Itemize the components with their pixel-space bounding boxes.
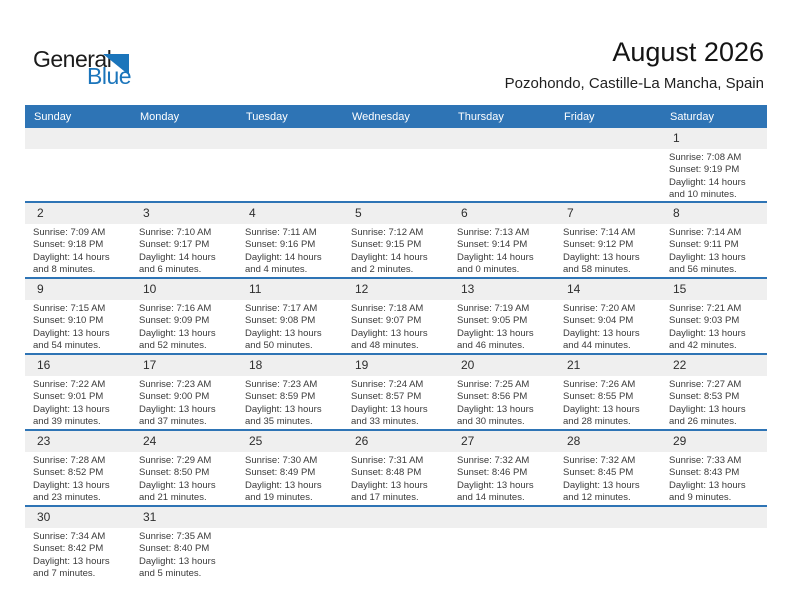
day-cell-25 bbox=[237, 431, 343, 505]
day-cell-24 bbox=[131, 431, 237, 505]
daylight-hours-text: Daylight: 13 hours bbox=[33, 403, 110, 415]
day-info bbox=[131, 149, 237, 195]
day-info bbox=[25, 300, 131, 353]
sunrise-text: Sunrise: 7:28 AM bbox=[33, 455, 106, 467]
day-number: 10 bbox=[131, 279, 237, 300]
sunset-text: Sunset: 8:45 PM bbox=[563, 467, 634, 479]
daylight-hours-text: Daylight: 13 hours bbox=[139, 555, 216, 567]
day-info bbox=[237, 528, 343, 581]
day-number: 9 bbox=[25, 279, 131, 300]
sunrise-text: Sunrise: 7:11 AM bbox=[245, 227, 317, 239]
daylight-hours-text: Daylight: 13 hours bbox=[669, 479, 746, 491]
daylight-minutes-text: and 42 minutes. bbox=[669, 340, 737, 352]
daylight-minutes-text: and 58 minutes. bbox=[563, 264, 631, 276]
sunrise-text: Sunrise: 7:08 AM bbox=[669, 152, 742, 163]
daylight-minutes-text: and 7 minutes. bbox=[33, 568, 96, 580]
day-cell-30 bbox=[25, 507, 131, 581]
daylight-minutes-text: and 17 minutes. bbox=[351, 492, 419, 504]
sunset-text: Sunset: 8:53 PM bbox=[669, 391, 740, 403]
sunrise-text: Sunrise: 7:12 AM bbox=[351, 227, 424, 239]
day-cell-10 bbox=[131, 279, 237, 353]
sunrise-text: Sunrise: 7:10 AM bbox=[139, 227, 212, 239]
daylight-hours-text: Daylight: 14 hours bbox=[457, 251, 534, 263]
daylight-hours-text: Daylight: 13 hours bbox=[457, 479, 534, 491]
day-cell-22 bbox=[661, 355, 767, 429]
week-row-6 bbox=[25, 505, 767, 581]
sunset-text: Sunset: 8:49 PM bbox=[245, 467, 316, 479]
sunrise-text: Sunrise: 7:32 AM bbox=[457, 455, 530, 467]
sunset-text: Sunset: 9:07 PM bbox=[351, 315, 422, 327]
day-cell-21 bbox=[555, 355, 661, 429]
day-info bbox=[449, 149, 555, 195]
day-info bbox=[25, 452, 131, 505]
empty-day-band bbox=[343, 507, 449, 528]
day-cell-31 bbox=[131, 507, 237, 581]
day-info bbox=[661, 376, 767, 429]
daylight-hours-text: Daylight: 13 hours bbox=[563, 251, 640, 263]
sunrise-text: Sunrise: 7:35 AM bbox=[139, 531, 212, 543]
day-info bbox=[555, 300, 661, 353]
day-info bbox=[449, 376, 555, 429]
sunset-text: Sunset: 8:46 PM bbox=[457, 467, 528, 479]
weekday-header-saturday: Saturday bbox=[670, 110, 715, 123]
day-number: 16 bbox=[25, 355, 131, 376]
daylight-minutes-text: and 14 minutes. bbox=[457, 492, 525, 504]
day-info bbox=[555, 528, 661, 581]
daylight-hours-text: Daylight: 13 hours bbox=[139, 327, 216, 339]
week-row-5 bbox=[25, 429, 767, 505]
day-cell-15 bbox=[661, 279, 767, 353]
daylight-hours-text: Daylight: 13 hours bbox=[457, 327, 534, 339]
sunset-text: Sunset: 8:59 PM bbox=[245, 391, 316, 403]
sunrise-text: Sunrise: 7:27 AM bbox=[669, 379, 742, 391]
day-info bbox=[555, 149, 661, 195]
daylight-hours-text: Daylight: 13 hours bbox=[669, 403, 746, 415]
empty-day-cell bbox=[555, 507, 661, 581]
weekday-header-wednesday: Wednesday bbox=[352, 110, 410, 123]
empty-day-band bbox=[449, 128, 555, 149]
sunset-text: Sunset: 9:11 PM bbox=[669, 239, 739, 251]
calendar-weeks bbox=[25, 128, 767, 581]
day-info bbox=[555, 452, 661, 505]
weekday-header-thursday: Thursday bbox=[458, 110, 504, 123]
daylight-hours-text: Daylight: 13 hours bbox=[669, 251, 746, 263]
daylight-hours-text: Daylight: 13 hours bbox=[563, 327, 640, 339]
daylight-hours-text: Daylight: 13 hours bbox=[457, 403, 534, 415]
day-cell-8 bbox=[661, 203, 767, 277]
sunset-text: Sunset: 9:19 PM bbox=[669, 164, 740, 176]
sunset-text: Sunset: 8:55 PM bbox=[563, 391, 634, 403]
empty-day-band bbox=[555, 128, 661, 149]
daylight-hours-text: Daylight: 14 hours bbox=[33, 251, 110, 263]
day-info bbox=[131, 528, 237, 581]
day-info bbox=[237, 149, 343, 195]
daylight-hours-text: Daylight: 14 hours bbox=[139, 251, 216, 263]
daylight-minutes-text: and 56 minutes. bbox=[669, 264, 737, 276]
day-number: 14 bbox=[555, 279, 661, 300]
day-number: 5 bbox=[343, 203, 449, 224]
daylight-minutes-text: and 28 minutes. bbox=[563, 416, 631, 428]
week-row-3 bbox=[25, 277, 767, 353]
day-number: 27 bbox=[449, 431, 555, 452]
calendar-table bbox=[25, 105, 767, 581]
day-number: 23 bbox=[25, 431, 131, 452]
day-info bbox=[555, 224, 661, 277]
sunset-text: Sunset: 9:14 PM bbox=[457, 239, 528, 251]
day-number: 4 bbox=[237, 203, 343, 224]
week-row-2 bbox=[25, 201, 767, 277]
sunrise-text: Sunrise: 7:26 AM bbox=[563, 379, 636, 391]
day-cell-11 bbox=[237, 279, 343, 353]
daylight-minutes-text: and 26 minutes. bbox=[669, 416, 737, 428]
day-info bbox=[661, 528, 767, 581]
sunset-text: Sunset: 9:03 PM bbox=[669, 315, 740, 327]
empty-day-band bbox=[343, 128, 449, 149]
empty-day-cell bbox=[343, 128, 449, 201]
day-cell-5 bbox=[343, 203, 449, 277]
day-info bbox=[343, 224, 449, 277]
daylight-minutes-text: and 48 minutes. bbox=[351, 340, 419, 352]
daylight-hours-text: Daylight: 13 hours bbox=[33, 555, 110, 567]
day-number: 8 bbox=[661, 203, 767, 224]
day-cell-4 bbox=[237, 203, 343, 277]
sunrise-text: Sunrise: 7:25 AM bbox=[457, 379, 530, 391]
logo-text-blue: Blue bbox=[87, 63, 132, 89]
empty-day-cell bbox=[555, 128, 661, 201]
day-info bbox=[343, 376, 449, 429]
day-number: 12 bbox=[343, 279, 449, 300]
sunset-text: Sunset: 9:17 PM bbox=[139, 239, 210, 251]
sunrise-text: Sunrise: 7:21 AM bbox=[669, 303, 742, 315]
daylight-minutes-text: and 23 minutes. bbox=[33, 492, 101, 504]
daylight-minutes-text: and 4 minutes. bbox=[245, 264, 308, 276]
sunset-text: Sunset: 8:43 PM bbox=[669, 467, 740, 479]
day-info bbox=[131, 224, 237, 277]
sunset-text: Sunset: 8:56 PM bbox=[457, 391, 528, 403]
daylight-minutes-text: and 6 minutes. bbox=[139, 264, 202, 276]
sunrise-text: Sunrise: 7:34 AM bbox=[33, 531, 106, 543]
sunrise-text: Sunrise: 7:22 AM bbox=[33, 379, 106, 391]
empty-day-band bbox=[237, 128, 343, 149]
day-info bbox=[237, 376, 343, 429]
daylight-minutes-text: and 5 minutes. bbox=[139, 568, 202, 580]
daylight-minutes-text: and 52 minutes. bbox=[139, 340, 207, 352]
sunrise-text: Sunrise: 7:15 AM bbox=[33, 303, 106, 315]
daylight-minutes-text: and 33 minutes. bbox=[351, 416, 419, 428]
daylight-minutes-text: and 46 minutes. bbox=[457, 340, 525, 352]
logo-text-general: General bbox=[33, 46, 112, 72]
sunset-text: Sunset: 9:00 PM bbox=[139, 391, 210, 403]
sunrise-text: Sunrise: 7:30 AM bbox=[245, 455, 318, 467]
day-number: 3 bbox=[131, 203, 237, 224]
daylight-minutes-text: and 21 minutes. bbox=[139, 492, 207, 504]
empty-day-band bbox=[131, 128, 237, 149]
day-cell-29 bbox=[661, 431, 767, 505]
daylight-hours-text: Daylight: 13 hours bbox=[33, 327, 110, 339]
daylight-minutes-text: and 54 minutes. bbox=[33, 340, 101, 352]
weekday-header-friday: Friday bbox=[564, 110, 595, 123]
daylight-minutes-text: and 35 minutes. bbox=[245, 416, 313, 428]
day-info bbox=[25, 224, 131, 277]
sunset-text: Sunset: 9:04 PM bbox=[563, 315, 634, 327]
daylight-hours-text: Daylight: 13 hours bbox=[139, 403, 216, 415]
empty-day-cell bbox=[25, 128, 131, 201]
day-info bbox=[343, 300, 449, 353]
sunset-text: Sunset: 8:48 PM bbox=[351, 467, 422, 479]
day-cell-27 bbox=[449, 431, 555, 505]
empty-day-cell bbox=[449, 507, 555, 581]
day-cell-2 bbox=[25, 203, 131, 277]
page-subtitle: Pozohondo, Castille-La Mancha, Spain bbox=[504, 75, 764, 92]
day-info bbox=[131, 300, 237, 353]
empty-day-band bbox=[555, 507, 661, 528]
weekday-header-row bbox=[25, 105, 767, 128]
day-info bbox=[131, 452, 237, 505]
day-info bbox=[237, 452, 343, 505]
empty-day-cell bbox=[661, 507, 767, 581]
daylight-hours-text: Daylight: 13 hours bbox=[351, 327, 428, 339]
daylight-hours-text: Daylight: 13 hours bbox=[563, 403, 640, 415]
day-number: 7 bbox=[555, 203, 661, 224]
day-cell-17 bbox=[131, 355, 237, 429]
empty-day-cell bbox=[343, 507, 449, 581]
empty-day-band bbox=[449, 507, 555, 528]
day-number: 25 bbox=[237, 431, 343, 452]
sunset-text: Sunset: 8:40 PM bbox=[139, 543, 210, 555]
day-info bbox=[661, 224, 767, 277]
daylight-minutes-text: and 50 minutes. bbox=[245, 340, 313, 352]
day-info bbox=[661, 452, 767, 505]
day-info bbox=[661, 300, 767, 353]
daylight-hours-text: Daylight: 13 hours bbox=[245, 479, 322, 491]
day-cell-16 bbox=[25, 355, 131, 429]
daylight-minutes-text: and 19 minutes. bbox=[245, 492, 313, 504]
title-block bbox=[505, 36, 764, 92]
week-row-4 bbox=[25, 353, 767, 429]
sunrise-text: Sunrise: 7:18 AM bbox=[351, 303, 424, 315]
sunset-text: Sunset: 9:12 PM bbox=[563, 239, 634, 251]
daylight-minutes-text: and 30 minutes. bbox=[457, 416, 525, 428]
sunset-text: Sunset: 9:18 PM bbox=[33, 239, 104, 251]
day-info bbox=[449, 528, 555, 581]
daylight-hours-text: Daylight: 13 hours bbox=[245, 403, 322, 415]
daylight-hours-text: Daylight: 13 hours bbox=[669, 327, 746, 339]
sunrise-text: Sunrise: 7:31 AM bbox=[351, 455, 424, 467]
sunset-text: Sunset: 9:08 PM bbox=[245, 315, 316, 327]
day-cell-6 bbox=[449, 203, 555, 277]
day-number: 6 bbox=[449, 203, 555, 224]
sunrise-text: Sunrise: 7:13 AM bbox=[457, 227, 530, 239]
weekday-header-monday: Monday bbox=[140, 110, 180, 123]
day-info bbox=[343, 149, 449, 195]
empty-day-band bbox=[25, 128, 131, 149]
daylight-hours-text: Daylight: 13 hours bbox=[351, 403, 428, 415]
sunrise-text: Sunrise: 7:23 AM bbox=[139, 379, 212, 391]
day-number: 21 bbox=[555, 355, 661, 376]
sunrise-text: Sunrise: 7:32 AM bbox=[563, 455, 636, 467]
day-number: 11 bbox=[237, 279, 343, 300]
empty-day-cell bbox=[237, 128, 343, 201]
page-title: August 2026 bbox=[612, 37, 764, 67]
sunset-text: Sunset: 8:52 PM bbox=[33, 467, 104, 479]
day-cell-9 bbox=[25, 279, 131, 353]
weekday-header-sunday: Sunday bbox=[34, 110, 72, 123]
day-info bbox=[25, 528, 131, 581]
daylight-minutes-text: and 10 minutes. bbox=[669, 188, 737, 200]
daylight-hours-text: Daylight: 13 hours bbox=[563, 479, 640, 491]
sunset-text: Sunset: 9:09 PM bbox=[139, 315, 210, 327]
day-cell-23 bbox=[25, 431, 131, 505]
day-info bbox=[343, 452, 449, 505]
week-row-1 bbox=[25, 128, 767, 201]
day-cell-20 bbox=[449, 355, 555, 429]
daylight-hours-text: Daylight: 14 hours bbox=[669, 176, 746, 188]
day-number: 1 bbox=[661, 128, 767, 149]
day-info bbox=[237, 300, 343, 353]
day-number: 31 bbox=[131, 507, 237, 528]
weekday-header-tuesday: Tuesday bbox=[246, 110, 288, 123]
sunset-text: Sunset: 9:15 PM bbox=[351, 239, 422, 251]
day-info bbox=[661, 149, 767, 201]
day-info bbox=[449, 224, 555, 277]
empty-day-cell bbox=[449, 128, 555, 201]
day-cell-18 bbox=[237, 355, 343, 429]
day-number: 19 bbox=[343, 355, 449, 376]
day-number: 30 bbox=[25, 507, 131, 528]
daylight-hours-text: Daylight: 13 hours bbox=[351, 479, 428, 491]
day-info bbox=[237, 224, 343, 277]
day-cell-1 bbox=[661, 128, 767, 201]
daylight-minutes-text: and 44 minutes. bbox=[563, 340, 631, 352]
day-number: 24 bbox=[131, 431, 237, 452]
day-info bbox=[449, 452, 555, 505]
day-number: 28 bbox=[555, 431, 661, 452]
day-number: 18 bbox=[237, 355, 343, 376]
empty-day-cell bbox=[131, 128, 237, 201]
day-number: 26 bbox=[343, 431, 449, 452]
daylight-minutes-text: and 9 minutes. bbox=[669, 492, 732, 504]
sunrise-text: Sunrise: 7:20 AM bbox=[563, 303, 636, 315]
daylight-hours-text: Daylight: 13 hours bbox=[139, 479, 216, 491]
day-info bbox=[343, 528, 449, 581]
daylight-minutes-text: and 39 minutes. bbox=[33, 416, 101, 428]
sunset-text: Sunset: 8:50 PM bbox=[139, 467, 210, 479]
day-info bbox=[449, 300, 555, 353]
sunset-text: Sunset: 9:10 PM bbox=[33, 315, 104, 327]
sunset-text: Sunset: 9:05 PM bbox=[457, 315, 528, 327]
sunrise-text: Sunrise: 7:19 AM bbox=[457, 303, 530, 315]
day-info bbox=[25, 149, 131, 195]
day-cell-19 bbox=[343, 355, 449, 429]
empty-day-cell bbox=[237, 507, 343, 581]
day-cell-13 bbox=[449, 279, 555, 353]
day-info bbox=[131, 376, 237, 429]
daylight-minutes-text: and 37 minutes. bbox=[139, 416, 207, 428]
day-number: 20 bbox=[449, 355, 555, 376]
sunset-text: Sunset: 8:57 PM bbox=[351, 391, 422, 403]
daylight-hours-text: Daylight: 14 hours bbox=[245, 251, 322, 263]
sunset-text: Sunset: 8:42 PM bbox=[33, 543, 104, 555]
day-info bbox=[555, 376, 661, 429]
empty-day-band bbox=[661, 507, 767, 528]
sunset-text: Sunset: 9:01 PM bbox=[33, 391, 104, 403]
sunrise-text: Sunrise: 7:33 AM bbox=[669, 455, 742, 467]
sunrise-text: Sunrise: 7:29 AM bbox=[139, 455, 212, 467]
empty-day-band bbox=[237, 507, 343, 528]
general-blue-logo bbox=[33, 46, 173, 92]
day-cell-12 bbox=[343, 279, 449, 353]
day-cell-3 bbox=[131, 203, 237, 277]
sunrise-text: Sunrise: 7:23 AM bbox=[245, 379, 318, 391]
daylight-hours-text: Daylight: 13 hours bbox=[33, 479, 110, 491]
daylight-minutes-text: and 8 minutes. bbox=[33, 264, 96, 276]
day-number: 15 bbox=[661, 279, 767, 300]
day-cell-28 bbox=[555, 431, 661, 505]
sunrise-text: Sunrise: 7:14 AM bbox=[563, 227, 636, 239]
day-number: 22 bbox=[661, 355, 767, 376]
daylight-minutes-text: and 12 minutes. bbox=[563, 492, 631, 504]
sunrise-text: Sunrise: 7:14 AM bbox=[669, 227, 742, 239]
day-number: 29 bbox=[661, 431, 767, 452]
day-cell-14 bbox=[555, 279, 661, 353]
daylight-hours-text: Daylight: 14 hours bbox=[351, 251, 428, 263]
day-info bbox=[25, 376, 131, 429]
day-cell-26 bbox=[343, 431, 449, 505]
day-cell-7 bbox=[555, 203, 661, 277]
day-number: 2 bbox=[25, 203, 131, 224]
day-number: 17 bbox=[131, 355, 237, 376]
sunrise-text: Sunrise: 7:17 AM bbox=[245, 303, 318, 315]
day-number: 13 bbox=[449, 279, 555, 300]
daylight-hours-text: Daylight: 13 hours bbox=[245, 327, 322, 339]
daylight-minutes-text: and 2 minutes. bbox=[351, 264, 414, 276]
sunset-text: Sunset: 9:16 PM bbox=[245, 239, 316, 251]
sunrise-text: Sunrise: 7:09 AM bbox=[33, 227, 106, 239]
sunrise-text: Sunrise: 7:24 AM bbox=[351, 379, 424, 391]
sunrise-text: Sunrise: 7:16 AM bbox=[139, 303, 212, 315]
daylight-minutes-text: and 0 minutes. bbox=[457, 264, 520, 276]
